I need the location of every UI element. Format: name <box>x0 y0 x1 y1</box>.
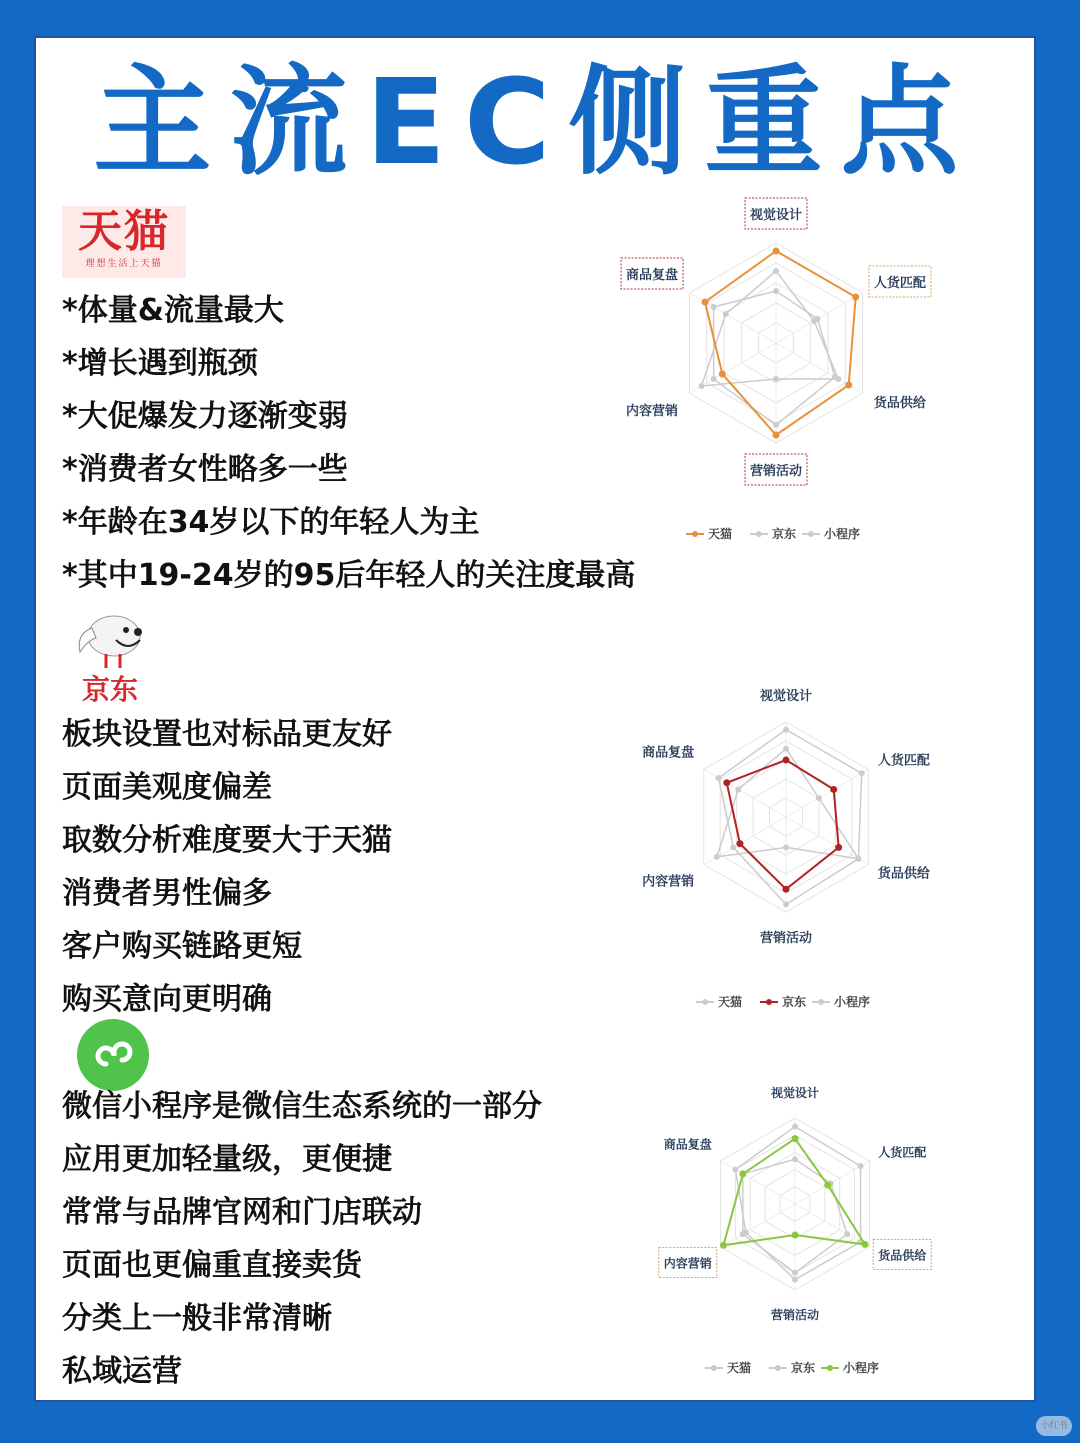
radar-axis-label: 货品供给 <box>877 866 930 882</box>
miniprogram-points <box>62 1080 542 1398</box>
miniprogram-point: 应用更加轻量级，更便捷 <box>62 1142 392 1177</box>
tmall-point: *其中19-24岁的95后年轻人的关注度最高 <box>62 558 636 593</box>
jd-point: 客户购买链路更短 <box>62 929 302 964</box>
jd-points <box>62 708 392 1026</box>
legend-swatch-dot <box>711 1365 717 1371</box>
radar-axis-label: 人货匹配 <box>873 276 926 291</box>
radar-point <box>855 856 861 862</box>
legend-label: 京东 <box>772 527 797 541</box>
radar-axis-label: 商品复盘 <box>642 745 695 761</box>
tmall-point: *增长遇到瓶颈 <box>62 346 258 381</box>
radar-point <box>811 318 817 324</box>
miniprogram-radar-chart <box>630 1078 960 1384</box>
radar-point <box>719 371 726 378</box>
jd-dog-icon <box>72 610 152 670</box>
radar-point <box>740 1231 746 1237</box>
radar-axis-label: 视觉设计 <box>749 208 803 223</box>
radar-point <box>792 1135 799 1142</box>
radar-point <box>720 1242 727 1249</box>
radar-axis-label: 营销活动 <box>749 464 803 479</box>
radar-point <box>773 248 780 255</box>
radar-point <box>714 854 720 860</box>
miniprogram-point: 分类上一般非常清晰 <box>62 1301 332 1336</box>
jd-radar-chart <box>615 680 960 1020</box>
radar-point <box>773 376 779 382</box>
tmall-logo-slogan: 理想生活上天猫 <box>85 259 163 269</box>
radar-point <box>835 844 842 851</box>
legend-label: 天猫 <box>718 995 743 1009</box>
tmall-logo <box>62 206 186 278</box>
radar-axis-label: 人货匹配 <box>878 1145 927 1160</box>
radar-point <box>732 1167 738 1173</box>
radar-axis-label: 商品复盘 <box>626 268 679 283</box>
tmall-points <box>62 284 635 602</box>
radar-point <box>824 1182 831 1189</box>
radar-point <box>783 844 789 850</box>
legend-label: 小程序 <box>834 995 871 1009</box>
radar-axis-label: 视觉设计 <box>770 1086 820 1100</box>
radar-axis-label: 营销活动 <box>759 931 813 946</box>
radar-point <box>792 1231 799 1238</box>
legend-label: 小程序 <box>843 1361 880 1375</box>
legend-label: 天猫 <box>708 527 733 541</box>
tmall-radar-chart <box>600 190 960 560</box>
jd-logo-name: 京东 <box>82 673 139 706</box>
radar-point <box>739 1170 746 1177</box>
radar-axis-label: 内容营销 <box>626 404 679 419</box>
radar-point <box>773 422 779 428</box>
watermark-badge: 小红书 <box>1036 1416 1072 1436</box>
radar-axis-label: 营销活动 <box>770 1308 820 1322</box>
radar-point <box>830 786 837 793</box>
radar-point <box>816 795 822 801</box>
radar-point <box>736 840 743 847</box>
miniprogram-point: 微信小程序是微信生态系统的一部分 <box>62 1089 542 1124</box>
legend-swatch-dot <box>818 999 824 1005</box>
radar-axis-label: 货品供给 <box>873 396 926 411</box>
legend-label: 京东 <box>791 1361 816 1375</box>
radar-point <box>783 886 790 893</box>
legend-label: 天猫 <box>727 1361 752 1375</box>
radar-point <box>783 757 790 764</box>
radar-point <box>852 294 859 301</box>
tmall-point: *大促爆发力逐渐变弱 <box>62 399 348 434</box>
radar-series-line <box>727 760 839 889</box>
legend-label: 京东 <box>782 995 807 1009</box>
radar-point <box>773 432 780 439</box>
radar-point <box>792 1277 798 1283</box>
radar-point <box>711 376 717 382</box>
jd-point: 消费者男性偏多 <box>62 876 272 911</box>
radar-point <box>773 268 779 274</box>
radar-point <box>783 727 789 733</box>
radar-point <box>716 775 722 781</box>
radar-point <box>711 304 717 310</box>
radar-axis-label: 商品复盘 <box>663 1137 712 1152</box>
jd-point: 购买意向更明确 <box>62 982 272 1017</box>
radar-point <box>783 746 789 752</box>
jd-point: 板块设置也对标品更友好 <box>62 717 392 752</box>
radar-point <box>859 770 865 776</box>
radar-axis-label: 人货匹配 <box>877 753 930 769</box>
radar-point <box>701 299 708 306</box>
radar-axis-label: 货品供给 <box>878 1248 927 1263</box>
miniprogram-point: 常常与品牌官网和门店联动 <box>62 1195 422 1230</box>
radar-point <box>773 288 779 294</box>
legend-swatch-dot <box>692 531 698 537</box>
radar-series-line <box>735 1127 860 1280</box>
legend-label: 小程序 <box>824 527 861 541</box>
jd-point: 取数分析难度要大于天猫 <box>62 823 392 858</box>
radar-point <box>699 383 705 389</box>
legend-swatch-dot <box>756 531 762 537</box>
legend-swatch-dot <box>775 1365 781 1371</box>
radar-axis-label: 视觉设计 <box>759 689 813 704</box>
radar-spoke <box>721 1161 795 1204</box>
page-title: 主流EC侧重点 <box>93 53 977 191</box>
legend-swatch-dot <box>808 531 814 537</box>
tmall-logo-name: 天猫 <box>78 206 170 257</box>
radar-point <box>858 1163 864 1169</box>
radar-point <box>730 844 736 850</box>
radar-series-line <box>705 251 856 435</box>
miniprogram-point: 页面也更偏重直接卖货 <box>62 1248 362 1283</box>
radar-point <box>723 311 729 317</box>
radar-series-line <box>714 291 835 425</box>
radar-point <box>735 786 741 792</box>
miniprogram-point: 私域运营 <box>62 1354 182 1389</box>
radar-point <box>723 779 730 786</box>
legend-swatch-dot <box>702 999 708 1005</box>
tmall-point: *消费者女性略多一些 <box>62 452 348 487</box>
radar-point <box>844 1231 850 1237</box>
radar-point <box>845 382 852 389</box>
tmall-point: *年龄在34岁以下的年轻人为主 <box>62 505 480 540</box>
radar-point <box>792 1270 798 1276</box>
legend-swatch-dot <box>827 1365 833 1371</box>
radar-point <box>792 1156 798 1162</box>
jd-logo <box>72 610 152 706</box>
radar-point <box>862 1241 869 1248</box>
radar-axis-label: 内容营销 <box>663 1256 712 1271</box>
radar-point <box>783 901 789 907</box>
legend-swatch-dot <box>766 999 772 1005</box>
tmall-point: *体量&流量最大 <box>62 293 284 328</box>
jd-point: 页面美观度偏差 <box>62 770 272 805</box>
radar-point <box>835 376 841 382</box>
radar-point <box>792 1124 798 1130</box>
radar-axis-label: 内容营销 <box>642 874 695 890</box>
